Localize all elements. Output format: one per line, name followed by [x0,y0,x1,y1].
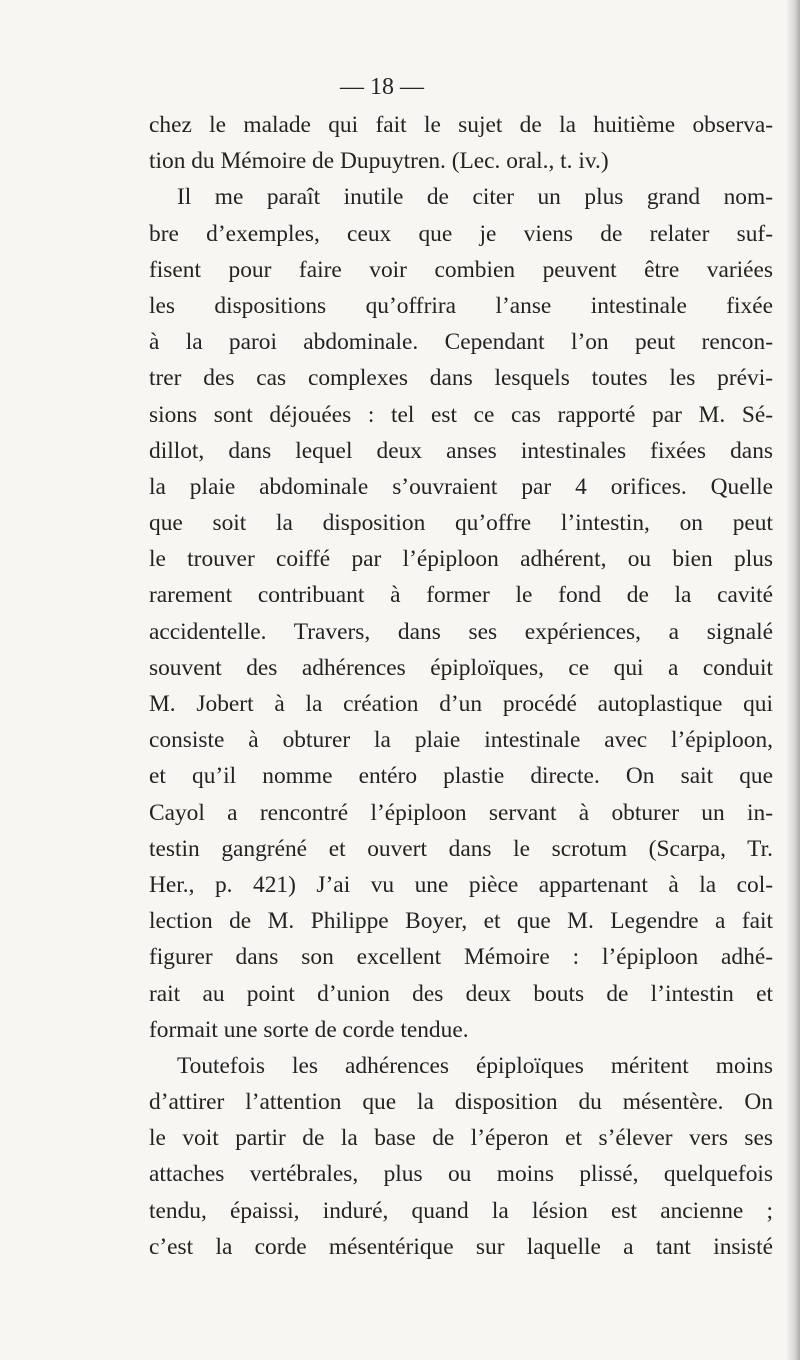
text-line: souvent des adhérences épiploïques, ce qui a conduit [149,654,773,681]
text-line: lection de M. Philippe Boyer, et que M. Legendre a fait [149,908,773,935]
text-line: c’est la corde mésentérique sur laquelle a tant insisté [149,1233,773,1260]
text-line: dillot, dans lequel deux anses intestinales fixées dans [149,437,773,464]
text-line: à la paroi abdominale. Cependant l’on peut rencon- [149,329,773,356]
page-edge-shadow [786,0,800,1360]
text-line: chez le malade qui fait le sujet de la huitième observa- [149,112,773,138]
text-line: M. Jobert à la création d’un procédé autoplastique qui [149,691,773,717]
text-line: et qu’il nomme entéro plastie directe. On sait que [149,763,773,790]
text-line: accidentelle. Travers, dans ses expériences, a signalé [149,618,773,645]
text-line: la plaie abdominale s’ouvraient par 4 orifices. Quelle [149,473,773,500]
text-line: Il me paraît inutile de citer un plus grand nom- [177,184,773,211]
text-line: tendu, épaissi, induré, quand la lésion est ancienne ; [149,1197,773,1224]
text-line: trer des cas complexes dans lesquels toutes les prévi- [149,365,773,392]
page-number: — 18 — [340,74,424,100]
text-line: rarement contribuant à former le fond de la cavité [149,582,773,609]
text-line: figurer dans son excellent Mémoire : l’épiploon adhé- [149,944,773,971]
text-line: consiste à obturer la plaie intestinale avec l’épiploon, [149,727,773,754]
text-line: testin gangréné et ouvert dans le scrotum (Scarpa, Tr. [149,835,773,862]
text-line: les dispositions qu’offrira l’anse intestinale fixée [149,292,773,319]
text-line: Toutefois les adhérences épiploïques méritent moins [177,1052,773,1079]
text-line: bre d’exemples, ceux que je viens de relater suf- [149,220,773,247]
body-text [149,107,773,1265]
text-line: attaches vertébrales, plus ou moins plissé, quelquefois [149,1161,773,1188]
text-line: fisent pour faire voir combien peuvent être variées [149,256,773,283]
text-line: Her., p. 421) J’ai vu une pièce appartenant à la col- [149,871,773,898]
text-line: le voit partir de la base de l’éperon et s’élever vers ses [149,1125,773,1152]
text-line: Cayol a rencontré l’épiploon servant à obturer un in- [149,799,773,826]
text-line: sions sont déjouées : tel est ce cas rapporté par M. Sé- [149,401,773,428]
text-line: que soit la disposition qu’offre l’intestin, on peut [149,510,773,537]
text-line: rait au point d’union des deux bouts de l’intestin et [149,980,773,1007]
text-line: formait une sorte de corde tendue. [149,1016,469,1043]
text-line: le trouver coiffé par l’épiploon adhérent, ou bien plus [149,546,773,573]
text-line: tion du Mémoire de Dupuytren. (Lec. oral., t. iv.) [149,148,609,175]
text-line: d’attirer l’attention que la disposition du mésentère. On [149,1089,773,1116]
